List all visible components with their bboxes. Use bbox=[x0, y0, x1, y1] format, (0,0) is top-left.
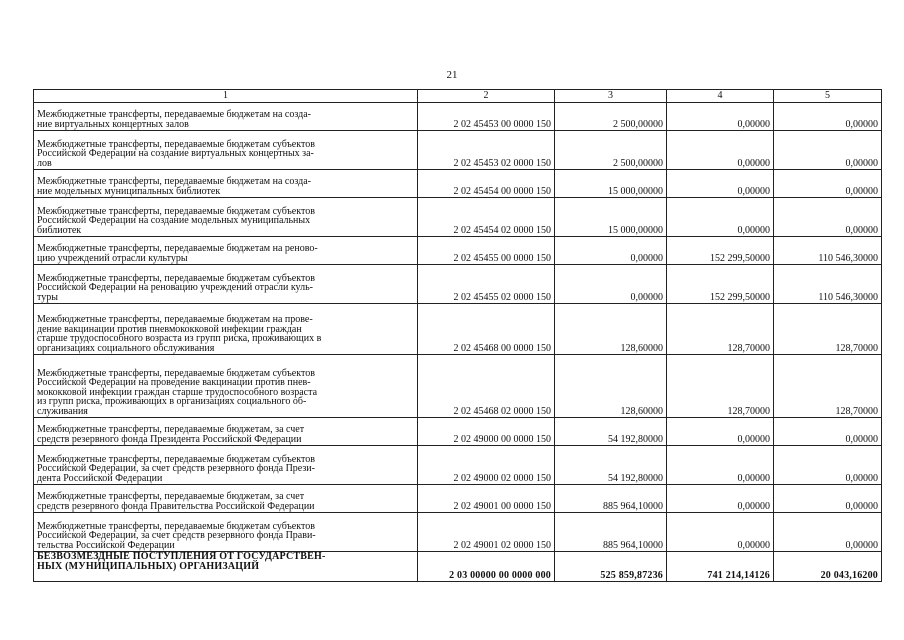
row-budget-code: 2 02 49000 02 0000 150 bbox=[418, 446, 555, 485]
total-row bbox=[34, 552, 882, 582]
row-value-col4: 0,00000 bbox=[667, 485, 774, 513]
row-budget-code: 2 02 45455 00 0000 150 bbox=[418, 237, 555, 265]
row-value-col4: 0,00000 bbox=[667, 198, 774, 237]
row-description: Межбюджетные трансферты, передаваемые бюджетам на прове- дение вакцинации против пневмококковой инфекции граждан старше трудоспособного возраста из групп риска, проживающих в организациях социального обслуживания bbox=[34, 304, 418, 355]
total-description: БЕЗВОЗМЕЗДНЫЕ ПОСТУПЛЕНИЯ ОТ ГОСУДАРСТВЕН- НЫХ (МУНИЦИПАЛЬНЫХ) ОРГАНИЗАЦИЙ bbox=[34, 552, 418, 582]
row-description: Межбюджетные трансферты, передаваемые бюджетам субъектов Российской Федерации, за счет средств резервного фонда Прези- дента Российской Федерации bbox=[34, 446, 418, 485]
row-value-col4: 0,00000 bbox=[667, 418, 774, 446]
row-value-col5: 0,00000 bbox=[774, 103, 882, 131]
column-number-header-row bbox=[34, 90, 882, 103]
row-value-col4: 128,70000 bbox=[667, 355, 774, 418]
row-budget-code: 2 02 45454 02 0000 150 bbox=[418, 198, 555, 237]
total-value-col3: 525 859,87236 bbox=[555, 552, 667, 582]
row-description: Межбюджетные трансферты, передаваемые бюджетам субъектов Российской Федерации на создание модельных муниципальных библиотек bbox=[34, 198, 418, 237]
row-value-col4: 152 299,50000 bbox=[667, 265, 774, 304]
row-budget-code: 2 02 45468 02 0000 150 bbox=[418, 355, 555, 418]
total-value-col4: 741 214,14126 bbox=[667, 552, 774, 582]
table-row bbox=[34, 446, 882, 485]
column-header-4: 4 bbox=[667, 90, 774, 103]
row-value-col5: 0,00000 bbox=[774, 418, 882, 446]
row-value-col4: 152 299,50000 bbox=[667, 237, 774, 265]
row-description: Межбюджетные трансферты, передаваемые бюджетам, за счет средств резервного фонда Правительства Российской Федерации bbox=[34, 485, 418, 513]
row-value-col4: 0,00000 bbox=[667, 103, 774, 131]
table-row bbox=[34, 355, 882, 418]
table-row bbox=[34, 131, 882, 170]
row-value-col3: 15 000,00000 bbox=[555, 170, 667, 198]
column-header-3: 3 bbox=[555, 90, 667, 103]
column-header-1: 1 bbox=[34, 90, 418, 103]
row-budget-code: 2 02 49001 00 0000 150 bbox=[418, 485, 555, 513]
row-value-col3: 2 500,00000 bbox=[555, 131, 667, 170]
column-header-5: 5 bbox=[774, 90, 882, 103]
row-value-col4: 0,00000 bbox=[667, 513, 774, 552]
budget-revenue-table bbox=[33, 89, 882, 582]
column-header-2: 2 bbox=[418, 90, 555, 103]
table-row bbox=[34, 513, 882, 552]
row-value-col5: 128,70000 bbox=[774, 304, 882, 355]
row-value-col3: 54 192,80000 bbox=[555, 418, 667, 446]
table-row bbox=[34, 237, 882, 265]
row-value-col5: 110 546,30000 bbox=[774, 265, 882, 304]
row-budget-code: 2 02 45468 00 0000 150 bbox=[418, 304, 555, 355]
row-value-col5: 0,00000 bbox=[774, 131, 882, 170]
row-budget-code: 2 02 49000 00 0000 150 bbox=[418, 418, 555, 446]
table-row bbox=[34, 103, 882, 131]
row-description: Межбюджетные трансферты, передаваемые бюджетам субъектов Российской Федерации на реновацию учреждений отрасли куль- туры bbox=[34, 265, 418, 304]
table-row bbox=[34, 198, 882, 237]
total-value-col5: 20 043,16200 bbox=[774, 552, 882, 582]
row-value-col3: 2 500,00000 bbox=[555, 103, 667, 131]
row-value-col3: 128,60000 bbox=[555, 355, 667, 418]
row-budget-code: 2 02 45454 00 0000 150 bbox=[418, 170, 555, 198]
row-description: Межбюджетные трансферты, передаваемые бюджетам, за счет средств резервного фонда Президента Российской Федерации bbox=[34, 418, 418, 446]
row-value-col4: 0,00000 bbox=[667, 131, 774, 170]
row-value-col5: 0,00000 bbox=[774, 513, 882, 552]
row-value-col3: 885 964,10000 bbox=[555, 485, 667, 513]
row-value-col3: 128,60000 bbox=[555, 304, 667, 355]
row-description: Межбюджетные трансферты, передаваемые бюджетам на созда- ние модельных муниципальных библиотек bbox=[34, 170, 418, 198]
row-value-col4: 0,00000 bbox=[667, 170, 774, 198]
table-row bbox=[34, 304, 882, 355]
row-description: Межбюджетные трансферты, передаваемые бюджетам на реново- цию учреждений отрасли культуры bbox=[34, 237, 418, 265]
row-value-col5: 0,00000 bbox=[774, 198, 882, 237]
row-description: Межбюджетные трансферты, передаваемые бюджетам на созда- ние виртуальных концертных залов bbox=[34, 103, 418, 131]
row-value-col5: 128,70000 bbox=[774, 355, 882, 418]
total-budget-code: 2 03 00000 00 0000 000 bbox=[418, 552, 555, 582]
table-body bbox=[34, 103, 882, 582]
row-value-col3: 15 000,00000 bbox=[555, 198, 667, 237]
table-row bbox=[34, 265, 882, 304]
row-value-col3: 0,00000 bbox=[555, 237, 667, 265]
table-row bbox=[34, 170, 882, 198]
row-budget-code: 2 02 45455 02 0000 150 bbox=[418, 265, 555, 304]
row-description: Межбюджетные трансферты, передаваемые бюджетам субъектов Российской Федерации на проведение вакцинации против пнев- мококковой инфекции граждан старше трудоспособного возраста из групп риска, проживающих в организациях социального об- служивания bbox=[34, 355, 418, 418]
table-row bbox=[34, 418, 882, 446]
row-value-col3: 885 964,10000 bbox=[555, 513, 667, 552]
row-value-col5: 0,00000 bbox=[774, 485, 882, 513]
row-description: Межбюджетные трансферты, передаваемые бюджетам субъектов Российской Федерации, за счет средств резервного фонда Прави- тельства Российской Федерации bbox=[34, 513, 418, 552]
row-value-col5: 0,00000 bbox=[774, 446, 882, 485]
row-description: Межбюджетные трансферты, передаваемые бюджетам субъектов Российской Федерации на создание виртуальных концертных за- лов bbox=[34, 131, 418, 170]
table-row bbox=[34, 485, 882, 513]
page-number: 21 bbox=[446, 69, 458, 81]
row-value-col4: 0,00000 bbox=[667, 446, 774, 485]
row-value-col4: 128,70000 bbox=[667, 304, 774, 355]
row-budget-code: 2 02 45453 00 0000 150 bbox=[418, 103, 555, 131]
row-value-col5: 0,00000 bbox=[774, 170, 882, 198]
row-value-col3: 0,00000 bbox=[555, 265, 667, 304]
row-value-col5: 110 546,30000 bbox=[774, 237, 882, 265]
row-budget-code: 2 02 49001 02 0000 150 bbox=[418, 513, 555, 552]
row-value-col3: 54 192,80000 bbox=[555, 446, 667, 485]
row-budget-code: 2 02 45453 02 0000 150 bbox=[418, 131, 555, 170]
